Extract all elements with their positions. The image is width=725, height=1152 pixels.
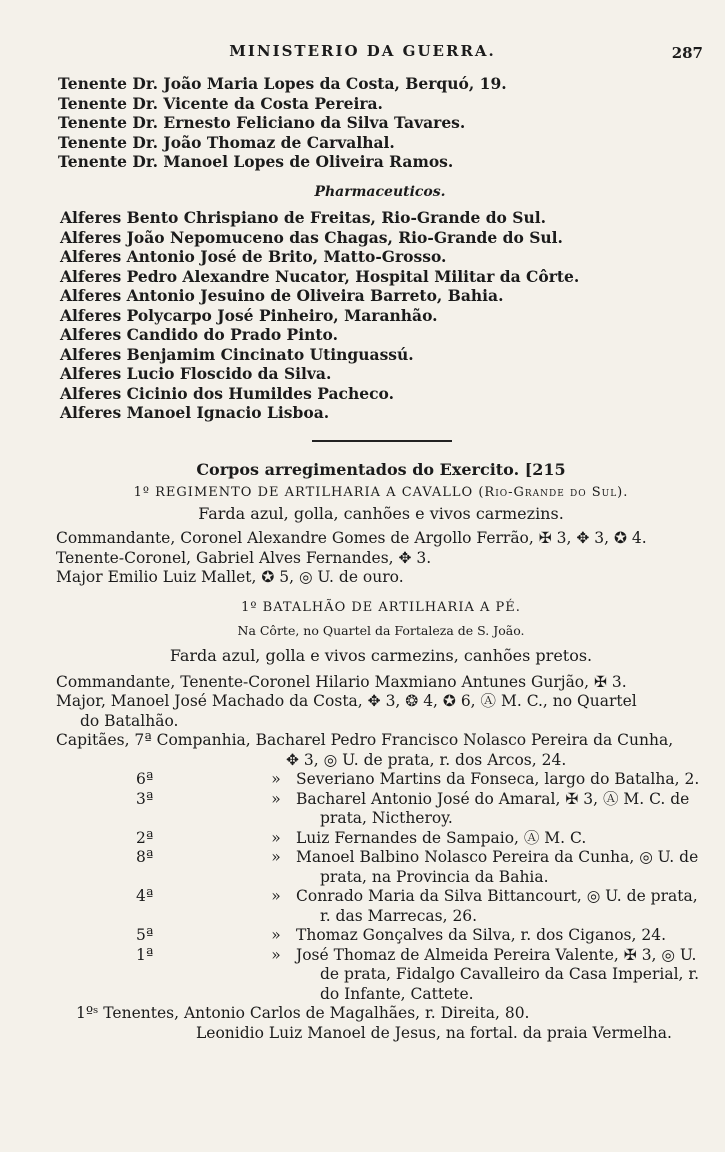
officer-line: Commandante, Coronel Alexandre Gomes de Argollo Ferrão, ✠ 3, ✥ 3, ✪ 4. xyxy=(56,529,647,547)
captain-line: Manoel Balbino Nolasco Pereira da Cunha, ◎ U. de xyxy=(296,848,699,866)
list-item: Tenente Dr. João Thomaz de Carvalhal. xyxy=(58,132,395,152)
table-row xyxy=(56,829,699,849)
list-item: Alferes Lucio Floscido da Silva. xyxy=(60,364,332,383)
company-number: 5ª xyxy=(136,926,154,944)
ditto-mark: » xyxy=(271,945,281,964)
company-number: 6ª xyxy=(136,770,154,788)
list-item: Alferes Cicinio dos Humildes Pacheco. xyxy=(60,383,394,403)
captain-entry xyxy=(296,829,699,849)
list-item: Alferes Bento Chrispiano de Freitas, Rio-Grande do Sul. xyxy=(60,208,547,227)
list-item: Tenente Dr. Manoel Lopes de Oliveira Ramos. xyxy=(58,152,454,171)
company-number: 1ª xyxy=(136,945,154,964)
pharmaceuticos-section xyxy=(60,178,700,423)
captain-entry xyxy=(296,926,699,946)
battalion-title: 1º BATALHÃO DE ARTILHARIA A PÉ. xyxy=(241,599,521,615)
captain-entry xyxy=(296,790,699,829)
officer-line: Commandante, Tenente-Coronel Hilario Maxmiano Antunes Gurjão, ✠ 3. xyxy=(56,672,627,691)
officer-line: Tenente-Coronel, Gabriel Alves Fernandes, ✥ 3. xyxy=(56,548,432,567)
table-row xyxy=(56,946,699,1005)
lieutenants-line: Leonidio Luiz Manoel de Jesus, na fortal. da praia Vermelha. xyxy=(196,1023,672,1042)
ditto-mark: » xyxy=(271,887,281,905)
list-item: Alferes Benjamim Cincinato Utinguassú. xyxy=(60,344,414,364)
corpos-section xyxy=(56,460,706,1043)
captain-entry xyxy=(296,848,699,887)
company-number: 2ª xyxy=(136,828,154,847)
captain-entry xyxy=(296,887,699,926)
table-row xyxy=(56,926,699,946)
table-row xyxy=(56,770,699,790)
captain-line-cont: de prata, Fidalgo Cavalleiro da Casa Imperial, r. xyxy=(320,965,700,983)
captains-head: Capitães, 7ª Companhia, Bacharel Pedro Francisco Nolasco Pereira da Cunha, xyxy=(56,731,674,749)
list-item: Tenente Dr. Vicente da Costa Pereira. xyxy=(58,93,383,113)
captain-line: José Thomaz de Almeida Pereira Valente, ✠ 3, ◎ U. xyxy=(296,945,697,964)
section-title: Corpos arregimentados do Exercito. [215 xyxy=(196,460,566,479)
running-head: MINISTERIO DA GUERRA. xyxy=(229,42,496,60)
list-item: Alferes Pedro Alexandre Nucator, Hospital Militar da Côrte. xyxy=(60,266,580,286)
medicos-list xyxy=(58,74,698,172)
ditto-mark: » xyxy=(271,828,281,847)
ditto-mark: » xyxy=(271,770,281,788)
captain-line: Bacharel Antonio José do Amaral, ✠ 3, Ⓐ M. C. de xyxy=(296,789,690,808)
ditto-mark: » xyxy=(271,789,281,808)
company-number: 8ª xyxy=(136,848,154,866)
company-number: 3ª xyxy=(136,789,154,808)
captain-entry xyxy=(296,770,699,790)
regiment-uniform: Farda azul, golla, canhões e vivos carmezins. xyxy=(198,504,564,523)
captain-line: Luiz Fernandes de Sampaio, Ⓐ M. C. xyxy=(296,828,587,847)
captain-line-cont: do Infante, Cattete. xyxy=(320,984,474,1003)
list-item: Alferes Manoel Ignacio Lisboa. xyxy=(60,403,330,422)
list-item: Tenente Dr. Ernesto Feliciano da Silva Tavares. xyxy=(58,113,466,132)
battalion-location: Na Côrte, no Quartel da Fortaleza de S. João. xyxy=(237,622,525,638)
ditto-mark: » xyxy=(271,848,281,866)
page-number: 287 xyxy=(671,44,703,62)
captain-entry xyxy=(296,946,699,1005)
lieutenants-line: 1ºˢ Tenentes, Antonio Carlos de Magalhães, r. Direita, 80. xyxy=(76,1004,530,1022)
captain-line-cont: prata, na Provincia da Bahia. xyxy=(320,867,549,886)
officer-line: Major Emilio Luiz Mallet, ✪ 5, ◎ U. de ouro. xyxy=(56,568,404,586)
captain-line: Thomaz Gonçalves da Silva, r. dos Ciganos, 24. xyxy=(296,926,666,944)
regiment-title: 1º REGIMENTO DE ARTILHARIA A CAVALLO (Rio-Grande do Sul). xyxy=(133,485,629,500)
list-item: Alferes Candido do Prado Pinto. xyxy=(60,325,338,344)
officer-line-cont: do Batalhão. xyxy=(80,711,179,730)
table-row xyxy=(56,790,699,829)
company-number: 4ª xyxy=(136,887,154,905)
table-row xyxy=(56,887,699,926)
captains-head-cont: ✥ 3, ◎ U. de prata, r. dos Arcos, 24. xyxy=(286,750,567,769)
list-item: Alferes Polycarpo José Pinheiro, Maranhão. xyxy=(60,305,438,325)
page-header xyxy=(0,42,725,66)
captain-line-cont: prata, Nictheroy. xyxy=(320,809,453,827)
section-title: Pharmaceuticos. xyxy=(314,184,446,200)
captain-line: Severiano Martins da Fonseca, largo do Batalha, 2. xyxy=(296,770,700,788)
list-item: Alferes Antonio Jesuino de Oliveira Barreto, Bahia. xyxy=(60,286,504,305)
table-row xyxy=(56,848,699,887)
captain-line-cont: r. das Marrecas, 26. xyxy=(320,906,478,925)
list-item: Alferes Antonio José de Brito, Matto-Grosso. xyxy=(60,247,447,266)
captain-line: Conrado Maria da Silva Bittancourt, ◎ U. de prata, xyxy=(296,887,698,905)
list-item: Tenente Dr. João Maria Lopes da Costa, Berquó, 19. xyxy=(58,74,507,93)
officer-line: Major, Manoel José Machado da Costa, ✥ 3, ❂ 4, ✪ 6, Ⓐ M. C., no Quartel xyxy=(56,692,637,710)
battalion-uniform: Farda azul, golla e vivos carmezins, canhões pretos. xyxy=(169,645,593,665)
ditto-mark: » xyxy=(271,926,281,944)
list-item: Alferes João Nepomuceno das Chagas, Rio-Grande do Sul. xyxy=(60,227,563,247)
section-divider xyxy=(312,440,452,442)
captains-table xyxy=(56,770,699,1004)
